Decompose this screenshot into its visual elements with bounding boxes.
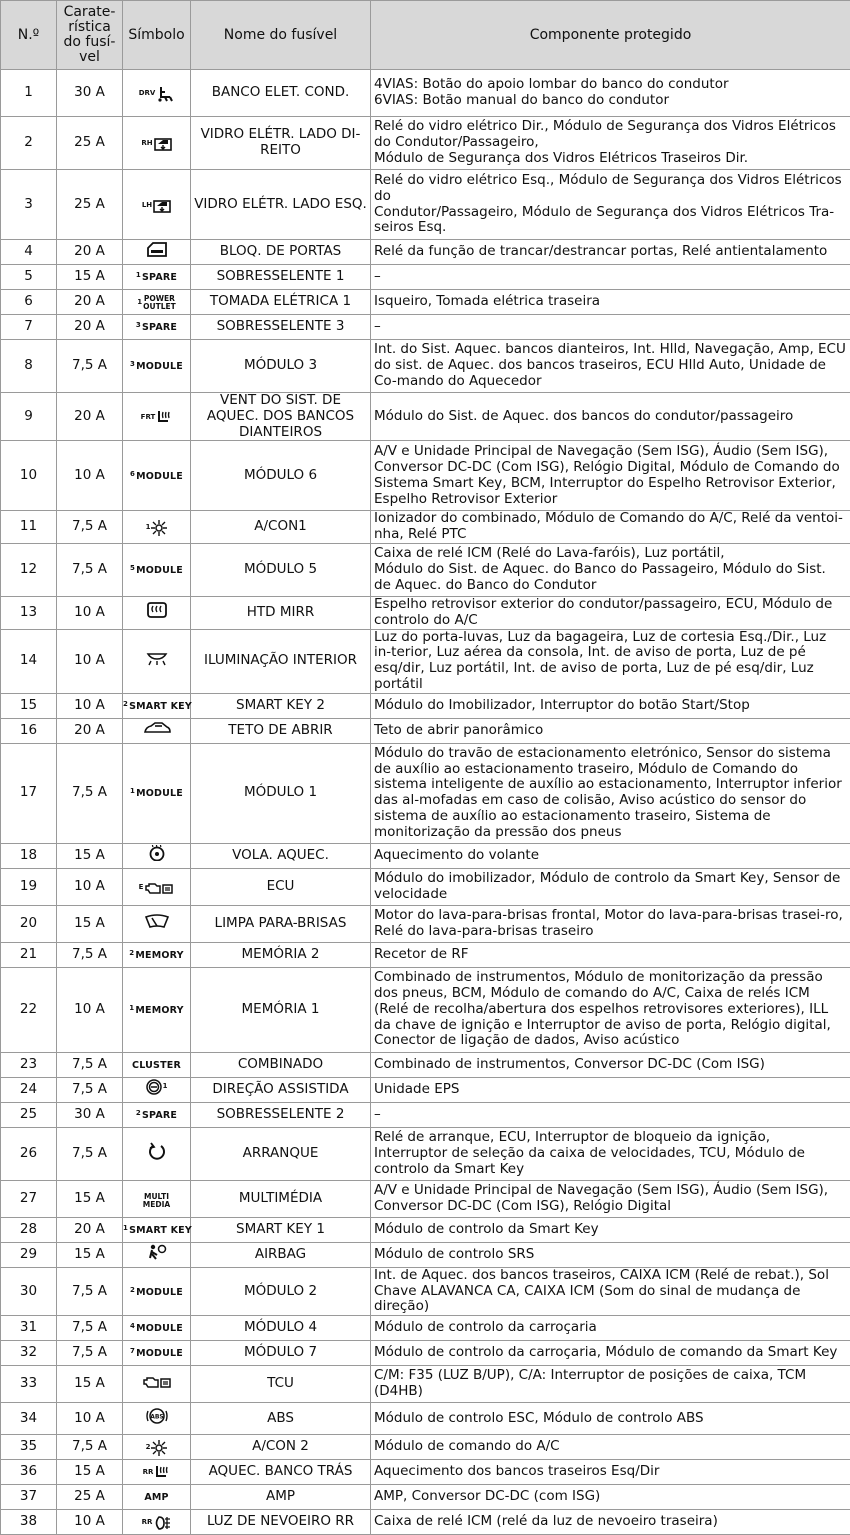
protected-component: Módulo do Imobilizador, Interruptor do botão Start/Stop bbox=[371, 693, 850, 718]
protected-component: Módulo do Sist. de Aquec. dos bancos do condutor/passageiro bbox=[371, 393, 850, 441]
heated-steering-icon bbox=[148, 845, 166, 861]
protected-component: Caixa de relé ICM (Relé do Lava-faróis), Luz portátil, Módulo do Sist. de Aquec. do Banco do Passageiro, Módulo do Sist. de Aquec. do Banco do Condutor bbox=[371, 543, 850, 596]
multimedia-icon: MULTI MEDIA bbox=[143, 1193, 170, 1209]
wiper-icon bbox=[145, 914, 169, 928]
table-row bbox=[1, 1242, 850, 1267]
table-row bbox=[1, 543, 850, 596]
fuse-number: 21 bbox=[1, 942, 57, 967]
table-row bbox=[1, 942, 850, 967]
fuse-name: BLOQ. DE PORTAS bbox=[191, 240, 371, 265]
fuse-symbol bbox=[123, 340, 191, 393]
table-row bbox=[1, 393, 850, 441]
fuse-name: VIDRO ELÉTR. LADO DI-REITO bbox=[191, 117, 371, 170]
fuse-rating: 7,5 A bbox=[57, 340, 123, 393]
fuse-name: ARRANQUE bbox=[191, 1127, 371, 1180]
fuse-rating: 20 A bbox=[57, 1217, 123, 1242]
fuse-symbol bbox=[123, 1485, 191, 1510]
fuse-symbol bbox=[123, 543, 191, 596]
power-window-lh-icon: LH bbox=[142, 198, 171, 214]
fuse-rating: 7,5 A bbox=[57, 1052, 123, 1077]
fuse-number: 32 bbox=[1, 1341, 57, 1366]
fuse-symbol bbox=[123, 1403, 191, 1435]
fuse-name: A/CON 2 bbox=[191, 1435, 371, 1460]
fuse-rating: 7,5 A bbox=[57, 1077, 123, 1102]
table-row bbox=[1, 1460, 850, 1485]
header-name: Nome do fusível bbox=[191, 1, 371, 70]
protected-component: AMP, Conversor DC-DC (com ISG) bbox=[371, 1485, 850, 1510]
table-row bbox=[1, 1316, 850, 1341]
fuse-name: AQUEC. BANCO TRÁS bbox=[191, 1460, 371, 1485]
power-window-rh-icon: RH bbox=[141, 136, 171, 152]
protected-component: Int. do Sist. Aquec. bancos dianteiros, Int. Hlld, Navegação, Amp, ECU do sist. de Aquec. dos bancos traseiros, ECU Hlld Auto, Unidade de Co-mando do Aquecedor bbox=[371, 340, 850, 393]
table-row bbox=[1, 1485, 850, 1510]
table-header-row bbox=[1, 1, 850, 70]
fuse-number: 1 bbox=[1, 70, 57, 117]
fuse-name: SMART KEY 1 bbox=[191, 1217, 371, 1242]
table-row bbox=[1, 511, 850, 544]
heated-seat-front-icon: FRT bbox=[141, 410, 173, 426]
fuse-number: 29 bbox=[1, 1242, 57, 1267]
fuse-number: 13 bbox=[1, 596, 57, 629]
ecu-icon: E bbox=[139, 880, 175, 896]
protected-component: Relé de arranque, ECU, Interruptor de bloqueio da ignição, Interruptor de seleção da caixa de velocidades, TCU, Módulo de controlo da Smart Key bbox=[371, 1127, 850, 1180]
fuse-rating: 20 A bbox=[57, 290, 123, 315]
fuse-rating: 30 A bbox=[57, 70, 123, 117]
fuse-rating: 15 A bbox=[57, 1180, 123, 1217]
tcu-icon bbox=[142, 1375, 172, 1389]
protected-component: Combinado de instrumentos, Conversor DC-DC (Com ISG) bbox=[371, 1052, 850, 1077]
fuse-name: SMART KEY 2 bbox=[191, 693, 371, 718]
fuse-name: COMBINADO bbox=[191, 1052, 371, 1077]
fuse-name: AIRBAG bbox=[191, 1242, 371, 1267]
fuse-rating: 7,5 A bbox=[57, 743, 123, 843]
table-row bbox=[1, 905, 850, 942]
fuse-symbol bbox=[123, 1077, 191, 1102]
protected-component: Módulo de controlo SRS bbox=[371, 1242, 850, 1267]
start-icon bbox=[148, 1142, 166, 1160]
header-component: Componente protegido bbox=[371, 1, 850, 70]
fuse-rating: 10 A bbox=[57, 868, 123, 905]
module-5-icon: $^5$MODULE bbox=[130, 566, 183, 575]
protected-component: 4VIAS: Botão do apoio lombar do banco do condutor 6VIAS: Botão manual do banco do condutor bbox=[371, 70, 850, 117]
fuse-rating: 10 A bbox=[57, 1510, 123, 1535]
fuse-rating: 7,5 A bbox=[57, 1267, 123, 1315]
protected-component: Unidade EPS bbox=[371, 1077, 850, 1102]
protected-component: A/V e Unidade Principal de Navegação (Sem ISG), Áudio (Sem ISG), Conversor DC-DC (Com ISG), Relógio Digital bbox=[371, 1180, 850, 1217]
table-row bbox=[1, 265, 850, 290]
fuse-rating: 10 A bbox=[57, 1403, 123, 1435]
protected-component: – bbox=[371, 265, 850, 290]
fuse-symbol bbox=[123, 70, 191, 117]
fuse-rating: 7,5 A bbox=[57, 543, 123, 596]
fuse-name: DIREÇÃO ASSISTIDA bbox=[191, 1077, 371, 1102]
fuse-symbol bbox=[123, 1217, 191, 1242]
table-row bbox=[1, 718, 850, 743]
fuse-name: A/CON1 bbox=[191, 511, 371, 544]
fuse-number: 2 bbox=[1, 117, 57, 170]
fuse-name: SOBRESSELENTE 1 bbox=[191, 265, 371, 290]
fuse-symbol bbox=[123, 1510, 191, 1535]
fuse-symbol bbox=[123, 843, 191, 868]
fuse-name: MÓDULO 6 bbox=[191, 441, 371, 511]
fuse-rating: 10 A bbox=[57, 441, 123, 511]
fuse-number: 31 bbox=[1, 1316, 57, 1341]
fuse-name: MEMÓRIA 2 bbox=[191, 942, 371, 967]
fuse-number: 19 bbox=[1, 868, 57, 905]
fuse-name: VOLA. AQUEC. bbox=[191, 843, 371, 868]
fuse-name: HTD MIRR bbox=[191, 596, 371, 629]
protected-component: Isqueiro, Tomada elétrica traseira bbox=[371, 290, 850, 315]
fuse-number: 26 bbox=[1, 1127, 57, 1180]
fuse-number: 14 bbox=[1, 629, 57, 693]
protected-component: Módulo de comando do A/C bbox=[371, 1435, 850, 1460]
fuse-rating: 7,5 A bbox=[57, 1127, 123, 1180]
table-row bbox=[1, 1180, 850, 1217]
smart-key-1-icon: $^1$SMART KEY bbox=[123, 1226, 192, 1235]
protected-component: – bbox=[371, 1102, 850, 1127]
fuse-symbol bbox=[123, 441, 191, 511]
table-row bbox=[1, 1267, 850, 1315]
heated-seat-rear-icon: RR bbox=[143, 1465, 171, 1481]
fuse-symbol bbox=[123, 1127, 191, 1180]
protected-component: Módulo do imobilizador, Módulo de controlo da Smart Key, Sensor de velocidade bbox=[371, 868, 850, 905]
fuse-symbol bbox=[123, 1242, 191, 1267]
fuse-rating: 25 A bbox=[57, 170, 123, 240]
fuse-symbol bbox=[123, 1102, 191, 1127]
fuse-number: 17 bbox=[1, 743, 57, 843]
table-row bbox=[1, 441, 850, 511]
module-1-icon: $^1$MODULE bbox=[130, 789, 183, 798]
fuse-name: ABS bbox=[191, 1403, 371, 1435]
fuse-name: MÓDULO 7 bbox=[191, 1341, 371, 1366]
header-symbol: Símbolo bbox=[123, 1, 191, 70]
protected-component: Módulo do travão de estacionamento eletrónico, Sensor do sistema de auxílio ao estacionamento traseiro, Módulo de Comando do sistema inteligente de auxílio ao estacionamento, Interruptor inferior das al-mofadas em caso de colisão, Aviso acústico do sensor do sistema de auxílio ao estacionamento traseiro, Sistema de monitorização da pressão dos pneus bbox=[371, 743, 850, 843]
fuse-name: MÓDULO 2 bbox=[191, 1267, 371, 1315]
fuse-symbol bbox=[123, 905, 191, 942]
fuse-symbol bbox=[123, 629, 191, 693]
fuse-name: BANCO ELET. COND. bbox=[191, 70, 371, 117]
table-row bbox=[1, 693, 850, 718]
fuse-rating: 15 A bbox=[57, 1242, 123, 1267]
table-row bbox=[1, 1077, 850, 1102]
cluster-icon: CLUSTER bbox=[132, 1061, 181, 1070]
fuse-number: 28 bbox=[1, 1217, 57, 1242]
protected-component: Combinado de instrumentos, Módulo de monitorização da pressão dos pneus, BCM, Módulo de comando do A/C, Caixa de relés ICM (Relé de recolha/abertura dos espelhos retrovisores exteriores), ILL da chave de ignição e Interruptor de aviso de porta, Relógio digital, Conector de ligação de dados, Aviso acústico bbox=[371, 967, 850, 1052]
fuse-rating: 7,5 A bbox=[57, 942, 123, 967]
table-row bbox=[1, 1217, 850, 1242]
fuse-number: 20 bbox=[1, 905, 57, 942]
seat-adjust-driver-icon: DRV bbox=[139, 86, 175, 102]
protected-component: Recetor de RF bbox=[371, 942, 850, 967]
table-row bbox=[1, 1341, 850, 1366]
header-rating: Carate-rística do fusí-vel bbox=[57, 1, 123, 70]
fuse-number: 33 bbox=[1, 1366, 57, 1403]
table-row bbox=[1, 290, 850, 315]
fuse-symbol bbox=[123, 868, 191, 905]
fuse-number: 25 bbox=[1, 1102, 57, 1127]
table-row bbox=[1, 868, 850, 905]
fuse-symbol bbox=[123, 1316, 191, 1341]
fuse-symbol bbox=[123, 743, 191, 843]
fuse-number: 36 bbox=[1, 1460, 57, 1485]
table-row bbox=[1, 1102, 850, 1127]
protected-component: Módulo de controlo ESC, Módulo de controlo ABS bbox=[371, 1403, 850, 1435]
fuse-number: 37 bbox=[1, 1485, 57, 1510]
fuse-rating: 20 A bbox=[57, 315, 123, 340]
heated-mirror-icon bbox=[146, 602, 168, 618]
fuse-symbol bbox=[123, 315, 191, 340]
fuse-symbol bbox=[123, 117, 191, 170]
fuse-symbol bbox=[123, 1460, 191, 1485]
fuse-number: 3 bbox=[1, 170, 57, 240]
power-outlet-1-icon: 1 POWER OUTLET bbox=[137, 295, 175, 311]
fuse-name: VIDRO ELÉTR. LADO ESQ. bbox=[191, 170, 371, 240]
power-steering-icon: 1 bbox=[145, 1079, 169, 1095]
fuse-symbol bbox=[123, 393, 191, 441]
table-row bbox=[1, 240, 850, 265]
fuse-symbol bbox=[123, 170, 191, 240]
table-row bbox=[1, 596, 850, 629]
amp-icon: AMP bbox=[144, 1493, 168, 1502]
fuse-number: 30 bbox=[1, 1267, 57, 1315]
fuse-symbol bbox=[123, 1341, 191, 1366]
fuse-symbol bbox=[123, 967, 191, 1052]
fuse-rating: 7,5 A bbox=[57, 1341, 123, 1366]
fuse-name: TETO DE ABRIR bbox=[191, 718, 371, 743]
fuse-number: 12 bbox=[1, 543, 57, 596]
fuse-number: 27 bbox=[1, 1180, 57, 1217]
fuse-number: 11 bbox=[1, 511, 57, 544]
fuse-number: 35 bbox=[1, 1435, 57, 1460]
fuse-number: 6 bbox=[1, 290, 57, 315]
module-4-icon: $^4$MODULE bbox=[130, 1324, 183, 1333]
protected-component: Módulo de controlo da Smart Key bbox=[371, 1217, 850, 1242]
fuse-name: MÓDULO 1 bbox=[191, 743, 371, 843]
memory-1-icon: $^1$MEMORY bbox=[129, 1006, 183, 1015]
fuse-symbol bbox=[123, 718, 191, 743]
protected-component: Luz do porta-luvas, Luz da bagageira, Luz de cortesia Esq./Dir., Luz in-terior, Luz aérea da consola, Int. de aviso de porta, Luz de pé esq/dir, Luz portátil, Int. de aviso de porta, Luz de pé esq/dir, Luz portátil bbox=[371, 629, 850, 693]
fuse-number: 5 bbox=[1, 265, 57, 290]
fuse-number: 8 bbox=[1, 340, 57, 393]
fuse-symbol bbox=[123, 240, 191, 265]
fuse-number: 34 bbox=[1, 1403, 57, 1435]
protected-component: Aquecimento dos bancos traseiros Esq/Dir bbox=[371, 1460, 850, 1485]
module-7-icon: $^7$MODULE bbox=[130, 1349, 183, 1358]
protected-component: C/M: F35 (LUZ B/UP), C/A: Interruptor de posições de caixa, TCM (D4HB) bbox=[371, 1366, 850, 1403]
fuse-rating: 25 A bbox=[57, 117, 123, 170]
fuse-name: MULTIMÉDIA bbox=[191, 1180, 371, 1217]
fuse-rating: 15 A bbox=[57, 1366, 123, 1403]
fuse-number: 24 bbox=[1, 1077, 57, 1102]
sunroof-icon bbox=[143, 721, 171, 735]
table-row bbox=[1, 1510, 850, 1535]
fuse-name: TCU bbox=[191, 1366, 371, 1403]
table-row bbox=[1, 117, 850, 170]
protected-component: Relé da função de trancar/destrancar portas, Relé antientalamento bbox=[371, 240, 850, 265]
protected-component: Ionizador do combinado, Módulo de Comando do A/C, Relé da ventoi-nha, Relé PTC bbox=[371, 511, 850, 544]
table-row bbox=[1, 1052, 850, 1077]
fuse-symbol bbox=[123, 1180, 191, 1217]
module-6-icon: $^6$MODULE bbox=[130, 472, 183, 481]
spare-1-icon: $^1$SPARE bbox=[136, 273, 177, 282]
table-row bbox=[1, 743, 850, 843]
fuse-rating: 10 A bbox=[57, 629, 123, 693]
table-row bbox=[1, 70, 850, 117]
protected-component: A/V e Unidade Principal de Navegação (Sem ISG), Áudio (Sem ISG), Conversor DC-DC (Com ISG), Relógio Digital, Módulo de Comando do Sistema Smart Key, BCM, Interruptor do Espelho Retrovisor Exterior, Espelho Retrovisor Exterior bbox=[371, 441, 850, 511]
protected-component: Relé do vidro elétrico Dir., Módulo de Segurança dos Vidros Elétricos do Condutor/Passageiro, Módulo de Segurança dos Vidros Elétricos Traseiros Dir. bbox=[371, 117, 850, 170]
fuse-name: SOBRESSELENTE 3 bbox=[191, 315, 371, 340]
protected-component: Int. de Aquec. dos bancos traseiros, CAIXA ICM (Relé de rebat.), Sol Chave ALAVANCA CA, CAIXA ICM (Som do sinal de mudança de direção) bbox=[371, 1267, 850, 1315]
spare-2-icon: $^2$SPARE bbox=[136, 1111, 177, 1120]
fuse-rating: 25 A bbox=[57, 1485, 123, 1510]
table-row bbox=[1, 1403, 850, 1435]
ac-2-icon: 2 bbox=[146, 1440, 168, 1456]
fuse-name: MÓDULO 3 bbox=[191, 340, 371, 393]
fuse-number: 22 bbox=[1, 967, 57, 1052]
fuse-number: 16 bbox=[1, 718, 57, 743]
table-row bbox=[1, 1435, 850, 1460]
fuse-number: 10 bbox=[1, 441, 57, 511]
fuse-symbol bbox=[123, 265, 191, 290]
table-row bbox=[1, 315, 850, 340]
abs-icon bbox=[146, 1407, 168, 1425]
fuse-name: MEMÓRIA 1 bbox=[191, 967, 371, 1052]
fuse-rating: 10 A bbox=[57, 693, 123, 718]
protected-component: – bbox=[371, 315, 850, 340]
fuse-symbol bbox=[123, 596, 191, 629]
header-num: N.º bbox=[1, 1, 57, 70]
fuse-symbol bbox=[123, 1435, 191, 1460]
protected-component: Teto de abrir panorâmico bbox=[371, 718, 850, 743]
table-row bbox=[1, 340, 850, 393]
fuse-rating: 7,5 A bbox=[57, 511, 123, 544]
table-row bbox=[1, 1366, 850, 1403]
fuse-symbol bbox=[123, 1267, 191, 1315]
fuse-name: MÓDULO 5 bbox=[191, 543, 371, 596]
fuse-rating: 10 A bbox=[57, 967, 123, 1052]
fuse-rating: 30 A bbox=[57, 1102, 123, 1127]
spare-3-icon: $^3$SPARE bbox=[136, 323, 177, 332]
fuse-name: ECU bbox=[191, 868, 371, 905]
fuse-name: LIMPA PARA-BRISAS bbox=[191, 905, 371, 942]
fuse-number: 18 bbox=[1, 843, 57, 868]
fuse-name: AMP bbox=[191, 1485, 371, 1510]
module-3-icon: $^3$MODULE bbox=[130, 362, 183, 371]
fuse-rating: 20 A bbox=[57, 718, 123, 743]
protected-component: Aquecimento do volante bbox=[371, 843, 850, 868]
fuse-number: 9 bbox=[1, 393, 57, 441]
fuse-rating: 15 A bbox=[57, 905, 123, 942]
ac-1-icon: 1 bbox=[146, 520, 168, 536]
table-row bbox=[1, 629, 850, 693]
fuse-name: SOBRESSELENTE 2 bbox=[191, 1102, 371, 1127]
table-row bbox=[1, 1127, 850, 1180]
fuse-rating: 15 A bbox=[57, 843, 123, 868]
fuse-symbol bbox=[123, 1052, 191, 1077]
fuse-rating: 7,5 A bbox=[57, 1316, 123, 1341]
fuse-rating: 20 A bbox=[57, 240, 123, 265]
protected-component: Caixa de relé ICM (relé da luz de nevoeiro traseira) bbox=[371, 1510, 850, 1535]
fuse-number: 7 bbox=[1, 315, 57, 340]
rear-fog-lamp-icon: RR bbox=[142, 1515, 172, 1531]
module-2-icon: $^2$MODULE bbox=[130, 1288, 183, 1297]
fuse-symbol bbox=[123, 1366, 191, 1403]
fuse-symbol bbox=[123, 693, 191, 718]
fuse-number: 23 bbox=[1, 1052, 57, 1077]
memory-2-icon: $^2$MEMORY bbox=[129, 951, 183, 960]
smart-key-2-icon: $^2$SMART KEY bbox=[123, 702, 192, 711]
fuse-symbol bbox=[123, 290, 191, 315]
fuse-rating: 15 A bbox=[57, 265, 123, 290]
fuse-number: 15 bbox=[1, 693, 57, 718]
fuse-name: LUZ DE NEVOEIRO RR bbox=[191, 1510, 371, 1535]
fuse-rating: 7,5 A bbox=[57, 1435, 123, 1460]
door-lock-icon bbox=[146, 242, 168, 258]
table-row bbox=[1, 843, 850, 868]
table-row bbox=[1, 170, 850, 240]
fuse-rating: 15 A bbox=[57, 1460, 123, 1485]
fuse-name: MÓDULO 4 bbox=[191, 1316, 371, 1341]
fuse-symbol bbox=[123, 511, 191, 544]
protected-component: Espelho retrovisor exterior do condutor/passageiro, ECU, Módulo de controlo do A/C bbox=[371, 596, 850, 629]
protected-component: Módulo de controlo da carroçaria, Módulo de comando da Smart Key bbox=[371, 1341, 850, 1366]
interior-lamp-icon bbox=[145, 652, 169, 666]
fuse-name: TOMADA ELÉTRICA 1 bbox=[191, 290, 371, 315]
protected-component: Módulo de controlo da carroçaria bbox=[371, 1316, 850, 1341]
fuse-name: ILUMINAÇÃO INTERIOR bbox=[191, 629, 371, 693]
protected-component: Motor do lava-para-brisas frontal, Motor do lava-para-brisas trasei-ro, Relé do lava-para-brisas traseiro bbox=[371, 905, 850, 942]
fuse-name: VENT DO SIST. DE AQUEC. DOS BANCOS DIANTEIROS bbox=[191, 393, 371, 441]
svg-text:ABS: ABS bbox=[150, 1414, 164, 1421]
fuse-rating: 10 A bbox=[57, 596, 123, 629]
fuse-number: 4 bbox=[1, 240, 57, 265]
protected-component: Relé do vidro elétrico Esq., Módulo de Segurança dos Vidros Elétricos do Condutor/Passageiro, Módulo de Segurança dos Vidros Elétricos Tra-seiros Esq. bbox=[371, 170, 850, 240]
airbag-icon bbox=[147, 1244, 167, 1260]
fuse-number: 38 bbox=[1, 1510, 57, 1535]
table-row bbox=[1, 967, 850, 1052]
fuse-symbol bbox=[123, 942, 191, 967]
fuse-rating: 20 A bbox=[57, 393, 123, 441]
